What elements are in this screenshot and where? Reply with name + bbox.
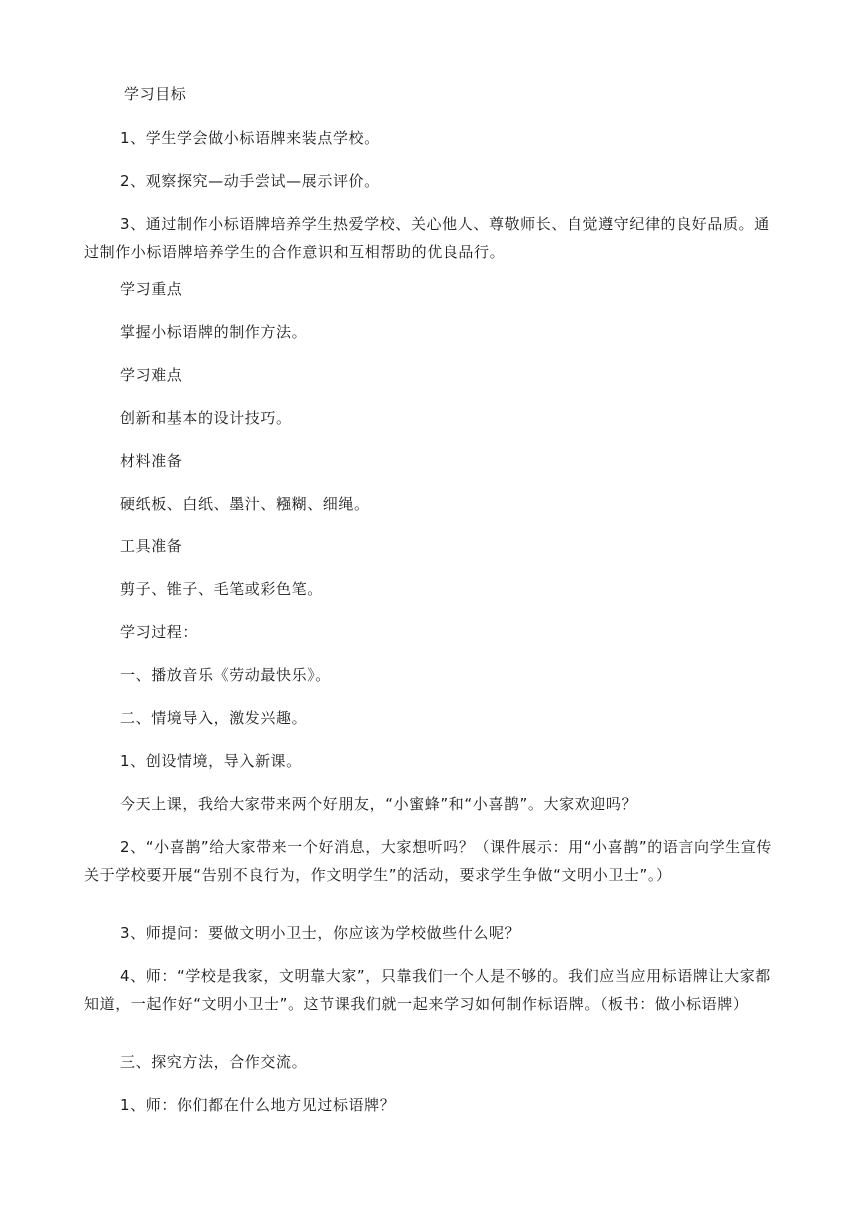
paragraph-key-point: 掌握小标语牌的制作方法。 xyxy=(120,323,308,341)
paragraph-materials: 硬纸板、白纸、墨汁、糨糊、细绳。 xyxy=(120,495,370,513)
paragraph-goal-1: 1、学生学会做小标语牌来装点学校。 xyxy=(120,129,380,147)
paragraph-step-intro: 二、情境导入，激发兴趣。 xyxy=(120,709,308,727)
section-heading-key-points: 学习重点 xyxy=(120,280,183,298)
section-heading-learning-goals: 学习目标 xyxy=(124,85,187,103)
paragraph-intro-4: 4、师：“学校是我家，文明靠大家”，只靠我们一个人是不够的。我们应当应用标语牌让大家都知道，一起作好“文明小卫士”。这节课我们就一起来学习如何制作标语牌。（板书：做小标语牌） xyxy=(84,967,771,1013)
paragraph-intro-1: 1、创设情境，导入新课。 xyxy=(120,752,302,770)
section-heading-process: 学习过程： xyxy=(120,623,199,641)
paragraph-step-music: 一、播放音乐《劳动最快乐》。 xyxy=(120,666,331,684)
paragraph-goal-3: 3、通过制作小标语牌培养学生热爱学校、关心他人、尊敬师长、自觉遵守纪律的良好品质。通过制作小标语牌培养学生的合作意识和互相帮助的优良品行。 xyxy=(84,215,770,261)
paragraph-intro-text: 今天上课，我给大家带来两个好朋友，“小蜜蜂”和“小喜鹊”。大家欢迎吗？ xyxy=(120,795,638,813)
section-heading-materials: 材料准备 xyxy=(120,452,183,470)
paragraph-difficulty: 创新和基本的设计技巧。 xyxy=(120,409,292,427)
paragraph-goal-2: 2、观察探究—动手尝试—展示评价。 xyxy=(120,172,380,190)
section-heading-tools: 工具准备 xyxy=(120,537,183,555)
paragraph-explore-1: 1、师：你们都在什么地方见过标语牌？ xyxy=(120,1096,396,1114)
paragraph-step-explore: 三、探究方法，合作交流。 xyxy=(120,1053,308,1071)
paragraph-intro-2: 2、“小喜鹊”给大家带来一个好消息，大家想听吗？（课件展示：用“小喜鹊”的语言向学生宣传关于学校要开展“告别不良行为，作文明学生”的活动，要求学生争做“文明小卫士”。） xyxy=(84,838,773,884)
section-heading-difficulties: 学习难点 xyxy=(120,366,183,384)
paragraph-tools: 剪子、锥子、毛笔或彩色笔。 xyxy=(120,580,323,598)
paragraph-intro-3: 3、师提问：要做文明小卫士，你应该为学校做些什么呢？ xyxy=(120,924,521,942)
